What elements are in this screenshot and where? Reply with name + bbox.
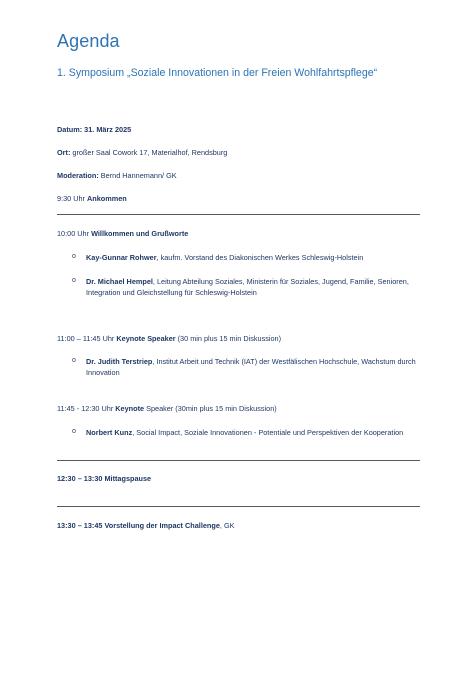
page-subtitle: 1. Symposium „Soziale Innovationen in der Freien Wohlfahrtspflege“ (57, 67, 378, 79)
keynote1-heading (57, 334, 281, 344)
impact-label: 13:30 – 13:45 Vorstellung der Impact Challenge (57, 521, 220, 530)
bullet-icon: o (72, 428, 76, 435)
speaker-name: Norbert Kunz (86, 428, 133, 437)
speaker-role: , kaufm. Vorstand des Diakonischen Werkes Schleswig-Holstein (156, 253, 364, 262)
keynote2-time: 11:45 - 12:30 Uhr (57, 404, 116, 413)
location-text: großer Saal Cowork 17, Materialhof, Rendsburg (70, 148, 228, 157)
speaker-name: Dr. Judith Terstriep (86, 357, 153, 366)
keynote2-note: Speaker (30min plus 15 min Diskussion) (144, 404, 277, 413)
speaker-role: , Leitung Abteilung Soziales, Ministerin für Soziales, Jugend, Familie, Senioren, Integration und Gleichstellung für Schleswig-Holstein (86, 277, 409, 297)
divider (57, 506, 420, 507)
welcome-label: Willkommen und Grußworte (91, 229, 189, 238)
divider (57, 214, 420, 215)
bullet-icon: o (72, 253, 76, 260)
impact-text: , GK (219, 521, 235, 530)
list-item (86, 427, 420, 438)
welcome-heading (57, 229, 188, 239)
arrival-time: 9:30 Uhr (57, 194, 88, 203)
bullet-icon: o (72, 277, 76, 284)
moderation-line (57, 171, 177, 181)
list-item (86, 276, 420, 298)
location-line (57, 148, 227, 158)
date-line: Datum: 31. März 2025 (57, 125, 132, 134)
keynote2-heading (57, 404, 277, 414)
impact-line (57, 521, 235, 531)
speaker-name: Dr. Michael Hempel (86, 277, 153, 286)
arrival-line (57, 194, 127, 204)
lunch-line: 12:30 – 13:30 Mittagspause (57, 474, 152, 483)
moderation-label: Moderation: (57, 171, 99, 180)
speaker-role: , Institut Arbeit und Technik (IAT) der Westfälischen Hochschule, Wachstum durch Innovation (86, 357, 416, 377)
list-item (86, 252, 420, 263)
list-item (86, 356, 420, 378)
moderation-text: Bernd Hannemann/ GK (98, 171, 177, 180)
welcome-time: 10:00 Uhr (57, 229, 92, 238)
keynote1-time: 11:00 – 11:45 Uhr (57, 334, 117, 343)
location-label: Ort: (57, 148, 71, 157)
arrival-label: Ankommen (87, 194, 127, 203)
keynote1-note: (30 min plus 15 min Diskussion) (175, 334, 282, 343)
divider (57, 460, 420, 461)
keynote2-label: Keynote (115, 404, 145, 413)
keynote1-label: Keynote Speaker (116, 334, 176, 343)
speaker-name: Kay-Gunnar Rohwer (86, 253, 157, 262)
page-title: Agenda (57, 31, 120, 51)
speaker-role: , Social Impact, Soziale Innovationen - Potentiale und Perspektiven der Kooperation (132, 428, 404, 437)
bullet-icon: o (72, 357, 76, 364)
